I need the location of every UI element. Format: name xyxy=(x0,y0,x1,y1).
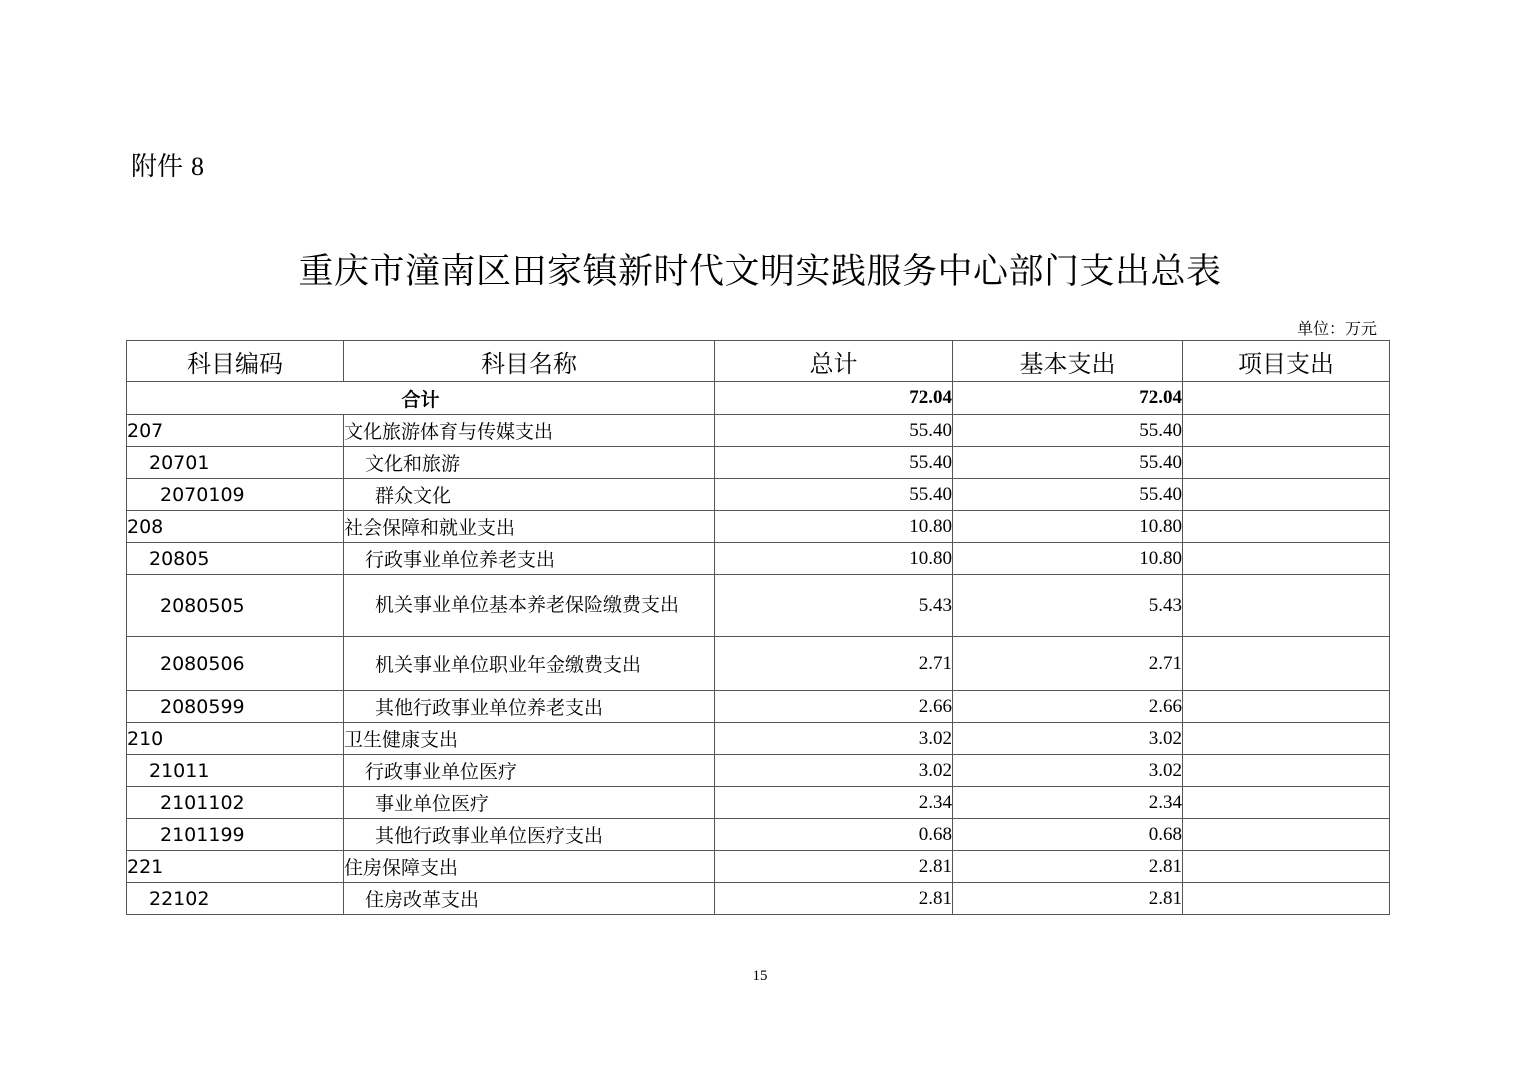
row-project xyxy=(1183,883,1390,915)
row-code: 208 xyxy=(127,511,344,543)
row-code: 207 xyxy=(127,415,344,447)
row-total: 55.40 xyxy=(715,447,953,479)
row-total: 10.80 xyxy=(715,511,953,543)
row-total: 2.71 xyxy=(715,637,953,691)
row-name: 其他行政事业单位养老支出 xyxy=(344,691,715,723)
row-total: 55.40 xyxy=(715,479,953,511)
row-total: 55.40 xyxy=(715,415,953,447)
row-project xyxy=(1183,691,1390,723)
table-row xyxy=(127,511,1390,543)
row-project xyxy=(1183,511,1390,543)
row-basic: 2.81 xyxy=(953,883,1183,915)
table-row xyxy=(127,851,1390,883)
row-total: 5.43 xyxy=(715,575,953,637)
row-name: 文化旅游体育与传媒支出 xyxy=(344,415,715,447)
table-row xyxy=(127,637,1390,691)
row-total: 2.81 xyxy=(715,883,953,915)
row-code: 22102 xyxy=(127,883,344,915)
row-code: 20805 xyxy=(127,543,344,575)
row-code: 2101102 xyxy=(127,787,344,819)
expenditure-table xyxy=(126,340,1390,915)
row-total: 0.68 xyxy=(715,819,953,851)
row-total: 10.80 xyxy=(715,543,953,575)
row-basic: 55.40 xyxy=(953,447,1183,479)
row-project xyxy=(1183,819,1390,851)
row-code: 2080599 xyxy=(127,691,344,723)
header-basic: 基本支出 xyxy=(953,341,1183,382)
row-basic: 2.81 xyxy=(953,851,1183,883)
row-code: 2080505 xyxy=(127,575,344,637)
row-code: 21011 xyxy=(127,755,344,787)
row-total: 2.34 xyxy=(715,787,953,819)
row-name: 社会保障和就业支出 xyxy=(344,511,715,543)
table-row xyxy=(127,447,1390,479)
row-basic: 2.34 xyxy=(953,787,1183,819)
row-name: 机关事业单位职业年金缴费支出 xyxy=(344,637,715,691)
table-row xyxy=(127,479,1390,511)
unit-note: 单位：万元 xyxy=(1296,319,1377,338)
attachment-number: 8 xyxy=(191,152,205,181)
total-label: 合计 xyxy=(127,382,715,415)
row-project xyxy=(1183,415,1390,447)
header-row xyxy=(127,341,1390,382)
row-project xyxy=(1183,543,1390,575)
row-total: 2.81 xyxy=(715,851,953,883)
table-row xyxy=(127,691,1390,723)
row-basic: 0.68 xyxy=(953,819,1183,851)
row-name: 卫生健康支出 xyxy=(344,723,715,755)
row-code: 210 xyxy=(127,723,344,755)
row-project xyxy=(1183,637,1390,691)
page-title: 重庆市潼南区田家镇新时代文明实践服务中心部门支出总表 xyxy=(298,252,1222,292)
header-name: 科目名称 xyxy=(344,341,715,382)
table-row xyxy=(127,575,1390,637)
attachment-text: 附件 xyxy=(131,152,184,182)
row-basic: 3.02 xyxy=(953,755,1183,787)
table-row xyxy=(127,543,1390,575)
table-row xyxy=(127,819,1390,851)
row-code: 2080506 xyxy=(127,637,344,691)
row-basic: 10.80 xyxy=(953,543,1183,575)
header-code: 科目编码 xyxy=(127,341,344,382)
row-name: 文化和旅游 xyxy=(344,447,715,479)
row-name: 其他行政事业单位医疗支出 xyxy=(344,819,715,851)
row-code: 2101199 xyxy=(127,819,344,851)
row-name: 机关事业单位基本养老保险缴费支出 xyxy=(344,575,715,637)
total-amount: 72.04 xyxy=(715,382,953,415)
total-basic: 72.04 xyxy=(953,382,1183,415)
row-name: 住房保障支出 xyxy=(344,851,715,883)
row-code: 221 xyxy=(127,851,344,883)
total-project xyxy=(1183,382,1390,415)
table-row xyxy=(127,415,1390,447)
row-code: 20701 xyxy=(127,447,344,479)
row-basic: 55.40 xyxy=(953,479,1183,511)
row-project xyxy=(1183,723,1390,755)
row-basic: 5.43 xyxy=(953,575,1183,637)
row-basic: 3.02 xyxy=(953,723,1183,755)
row-name: 事业单位医疗 xyxy=(344,787,715,819)
row-name: 行政事业单位养老支出 xyxy=(344,543,715,575)
page-number: 15 xyxy=(752,968,768,984)
attachment-label xyxy=(131,146,204,183)
table-row xyxy=(127,787,1390,819)
total-row xyxy=(127,382,1390,415)
table-row xyxy=(127,755,1390,787)
row-code: 2070109 xyxy=(127,479,344,511)
row-basic: 55.40 xyxy=(953,415,1183,447)
row-basic: 2.71 xyxy=(953,637,1183,691)
row-project xyxy=(1183,755,1390,787)
row-project xyxy=(1183,479,1390,511)
row-project xyxy=(1183,575,1390,637)
header-project: 项目支出 xyxy=(1183,341,1390,382)
row-name: 群众文化 xyxy=(344,479,715,511)
row-basic: 10.80 xyxy=(953,511,1183,543)
row-total: 3.02 xyxy=(715,723,953,755)
row-basic: 2.66 xyxy=(953,691,1183,723)
header-total: 总计 xyxy=(715,341,953,382)
table-row xyxy=(127,723,1390,755)
row-project xyxy=(1183,787,1390,819)
row-project xyxy=(1183,851,1390,883)
row-total: 2.66 xyxy=(715,691,953,723)
row-total: 3.02 xyxy=(715,755,953,787)
table-row xyxy=(127,883,1390,915)
row-name: 行政事业单位医疗 xyxy=(344,755,715,787)
row-name: 住房改革支出 xyxy=(344,883,715,915)
row-project xyxy=(1183,447,1390,479)
